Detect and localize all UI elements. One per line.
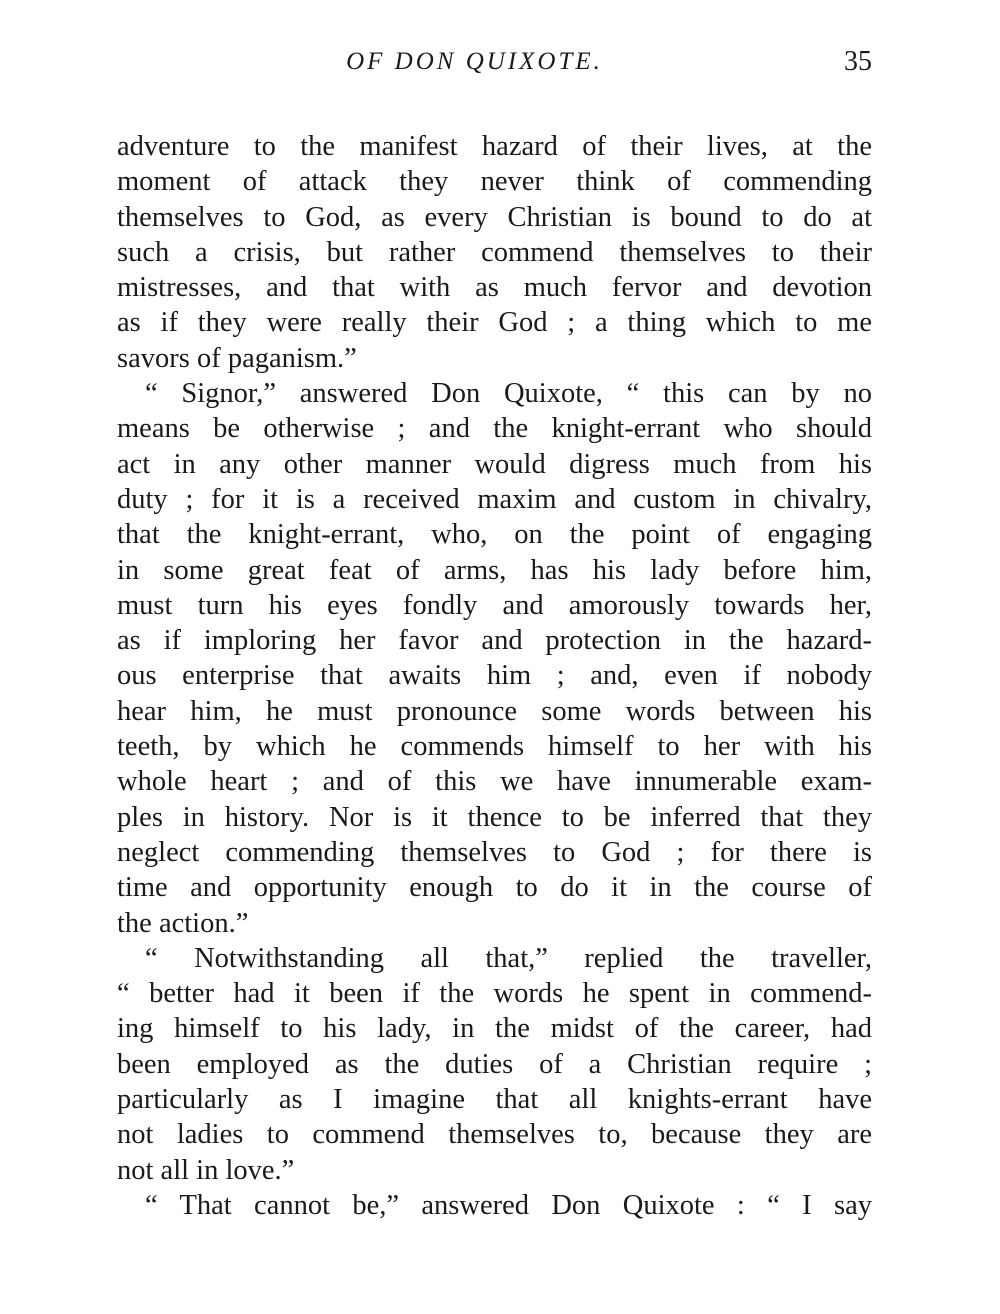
text-line: savors of paganism.” [117,342,357,374]
body-text [117,129,872,1223]
text-line: not ladies to commend themselves to, because they are [117,1119,872,1151]
text-line: themselves to God, as every Christian is bound to do at [117,201,872,233]
text-line: the action.” [117,907,249,939]
text-line: teeth, by which he commends himself to her with his [117,731,872,763]
text-line: must turn his eyes fondly and amorously towards her, [117,589,872,621]
text-line: not all in love.” [117,1154,295,1186]
text-line: moment of attack they never think of commending [117,166,872,198]
text-line: means be otherwise ; and the knight-errant who should [117,413,872,445]
text-line: ous enterprise that awaits him ; and, even if nobody [117,660,872,692]
text-line: adventure to the manifest hazard of their lives, at the [117,131,872,162]
page-number: 35 [844,46,872,77]
text-line: such a crisis, but rather commend themselves to their [117,236,872,268]
text-line: duty ; for it is a received maxim and custom in chivalry, [117,483,872,515]
text-line: ples in history. Nor is it thence to be inferred that they [117,801,872,833]
text-line: hear him, he must pronounce some words between his [117,695,872,727]
text-line: been employed as the duties of a Christian require ; [117,1048,872,1080]
text-line: “ That cannot be,” answered Don Quixote : “ I say [145,1189,872,1221]
text-line: time and opportunity enough to do it in the course of [117,872,872,904]
text-line: ing himself to his lady, in the midst of the career, had [117,1013,872,1045]
text-line: mistresses, and that with as much fervor and devotion [117,272,872,304]
running-title: OF DON QUIXOTE. [346,48,603,75]
text-line: “ Signor,” answered Don Quixote, “ this can by no [145,378,872,410]
text-line: whole heart ; and of this we have innumerable exam- [117,766,872,798]
text-line: “ better had it been if the words he spent in commend- [117,978,872,1010]
text-line: particularly as I imagine that all knights-errant have [117,1084,872,1116]
text-line: neglect commending themselves to God ; for there is [117,836,872,868]
text-line: “ Notwithstanding all that,” replied the traveller, [145,942,872,974]
text-line: as if they were really their God ; a thing which to me [117,307,872,339]
page-header [117,46,872,82]
text-line: as if imploring her favor and protection in the hazard- [117,625,872,657]
text-line: act in any other manner would digress much from his [117,448,872,480]
text-line: that the knight-errant, who, on the point of engaging [117,519,872,551]
text-line: in some great feat of arms, has his lady before him, [117,554,872,586]
